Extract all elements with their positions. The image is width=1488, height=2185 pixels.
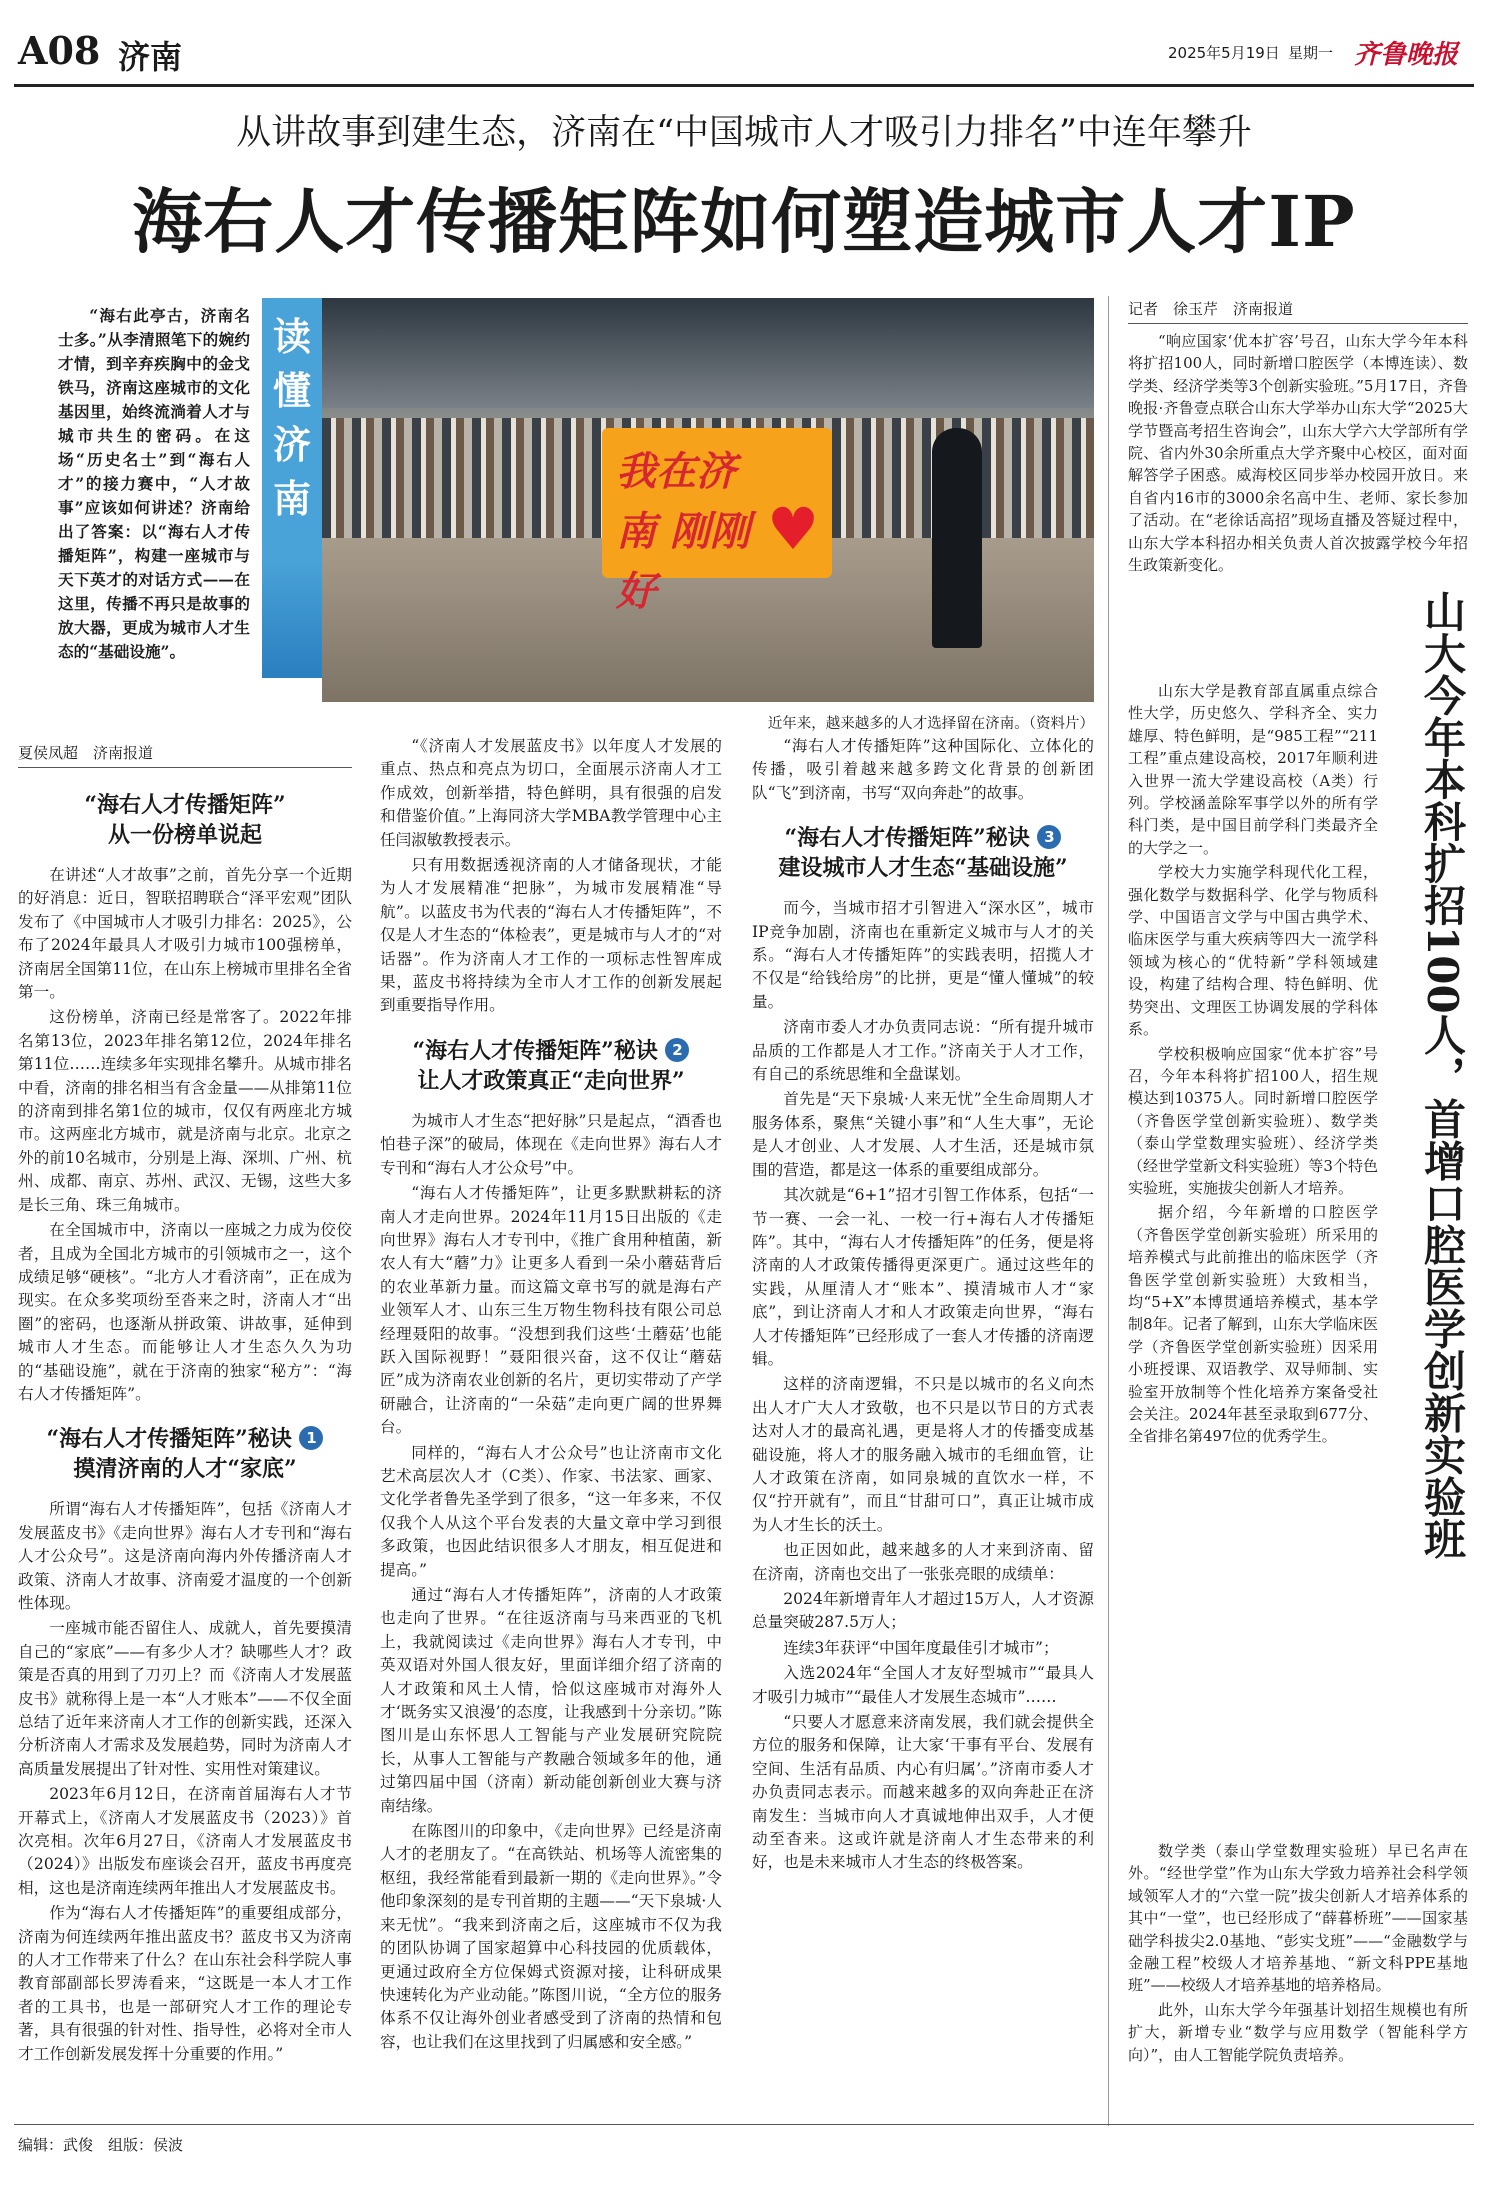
paragraph: 济南市委人才办负责同志说：“所有提升城市品质的工作都是人才工作。”济南关于人才工作，有自己的系统思维和全盘谋划。	[752, 1018, 1094, 1084]
paragraph: “响应国家‘优本扩容’号召，山东大学今年本科将扩招100人，同时新增口腔医学（本博连读）、数学类、经济学类等3个创新实验班。”5月17日，齐鲁晚报·齐鲁壹点联合山东大学举办山东大学“2025大学节暨高考招生咨询会”，山东大学六大学部所有学院、省内外30余所重点大学齐聚中心校区，面对面解答学子困惑。威海校区同步举办校园开放日。来自省内16市的3000余名高中生、老师、家长参加了活动。在“老徐话高招”现场直播及答疑过程中，山东大学本科招办相关负责人首次披露学校今年招生政策新变化。	[1128, 332, 1468, 575]
article-column-2	[380, 735, 722, 2115]
paragraph: 据介绍，今年新增的口腔医学（齐鲁医学堂创新实验班）所采用的培养模式与此前推出的临床医学（齐鲁医学堂创新实验班）大致相当，均“5+X”本博贯通培养模式，基本学制8年。记者了解到，山东大学临床医学（齐鲁医学堂创新实验班）因采用小班授课、双语教学、双导师制、实验室开放制等个性化培养方案备受社会关注。2024年甚至录取到677分、全省排名第497位的优秀学生。	[1128, 1203, 1378, 1446]
paragraph: 这样的济南逻辑，不只是以城市的名义向杰出人才广大人才致敬，也不只是以节日的方式表达对人才的最高礼遇，更是将人才的传播变成基础设施，将人才的服务融入城市的毛细血管，让人才政策在济南，如同泉城的直饮水一样，不仅“拧开就有”，而且“甘甜可口”，真正让城市成为人才生长的沃土。	[752, 1375, 1094, 1534]
intro-tag-text: 读懂济南	[272, 314, 311, 521]
paragraph: 山东大学是教育部直属重点综合性大学，历史悠久、学科齐全、实力雄厚、特色鲜明，是“985工程”“211工程”重点建设高校，2017年顺利进入世界一流大学建设高校（A类）行列。学校涵盖除军事学以外的所有学科门类，是中国目前学科门类最齐全的大学之一。	[1128, 682, 1378, 857]
paragraph: 这份榜单，济南已经是常客了。2022年排名第13位，2023年排名第12位，2024年排名第11位……连续多年实现排名攀升。从城市排名中看，济南的排名相当有含金量——从排第11位的济南到排名第1位的城市，仅仅有两座北方城市。这两座北方城市，就是济南与北京。北京之外的前10名城市，分别是上海、深圳、广州、杭州、成都、南京、苏州、武汉、无锡，这些大多是长三角、珠三角城市。	[18, 1008, 352, 1214]
paragraph: 而今，当城市招才引智进入“深水区”，城市IP竞争加剧，济南也在重新定义城市与人才的关系。“海右人才传播矩阵”的实践表明，招揽人才不仅是“给钱给房”的比拼，更是“懂人懂城”的较量。	[752, 899, 1094, 1011]
footer-rule	[14, 2124, 1474, 2125]
article-column-1	[18, 780, 352, 2115]
paragraph: 在讲述“人才故事”之前，首先分享一个近期的好消息：近日，智联招聘联合“泽平宏观”团队发布了《中国城市人才吸引力排名：2025》，公布了2024年最具人才吸引力城市100强榜单，济南居全国第11位，在山东上榜城市里排名全省第一。	[18, 866, 352, 1002]
paragraph: “海右人才传播矩阵”这种国际化、立体化的传播，吸引着越来越多跨文化背景的创新团队“飞”到济南，书写“双向奔赴”的故事。	[752, 737, 1094, 802]
section-1-title	[18, 1424, 352, 1484]
photo-sign-text: 我在济南 刚刚好	[616, 448, 750, 615]
section-3-title	[752, 823, 1094, 883]
side-column-narrow	[1128, 680, 1378, 1840]
intro-tag-skyline	[262, 558, 322, 678]
paragraph: 通过“海右人才传播矩阵”，济南的人才政策也走向了世界。“在往返济南与马来西亚的飞机上，我就阅读过《走向世界》海右人才专刊，中英双语对外国人很友好，里面详细介绍了济南的人才政策和风土人情，恰似这座城市对海外人才‘既务实又浪漫’的态度，让我感到十分亲切。”陈图川是山东怀思人工智能与产业发展研究院院长，从事人工智能与产教融合领域多年的他，通过第四届中国（济南）新动能创新创业大赛与济南结缘。	[380, 1586, 722, 1815]
paragraph: 入选2024年“全国人才友好型城市”“最具人才吸引力城市”“最佳人才发展生态城市”……	[752, 1664, 1094, 1706]
intro-text: “海右此亭古，济南名士多。”从李清照笔下的婉约才情，到辛弃疾胸中的金戈铁马，济南这座城市的文化基因里，始终流淌着人才与城市共生的密码。在这场“历史名士”到“海右人才”的接力赛中，“人才故事”应该如何讲述？济南给出了答案：以“海右人才传播矩阵”，构建一座城市与天下英才的对话方式——在这里，传播不再只是故事的放大器，更成为城市人才生态的“基础设施”。	[58, 306, 250, 661]
paragraph: “只要人才愿意来济南发展，我们就会提供全方位的服务和保障，让大家‘干事有平台、发展有空间、生活有品质、内心有归属’。”济南市委人才办负责同志表示。而越来越多的双向奔赴正在济南发生：当城市向人才真诚地伸出双手，人才便动至杳来。这或许就是济南人才生态带来的利好，也是未来城市人才生态的终极答案。	[752, 1713, 1094, 1872]
header-rule	[14, 84, 1474, 87]
section-2-number: 2	[665, 1038, 689, 1062]
paragraph: 在陈图川的印象中，《走向世界》已经是济南人才的老朋友了。“在高铁站、机场等人流密集的枢纽，我经常能看到最新一期的《走向世界》。”令他印象深刻的是专刊首期的主题——“天下泉城·人来无忧”。“我来到济南之后，这座城市不仅为我的团队协调了国家超算中心科技园的优质载体，更通过政府全方位保姆式资源对接，让科研成果快速转化为产业动能。”陈图川说，“全方位的服务体系不仅让海外创业者感受到了济南的热情和包容，也让我们在这里找到了归属感和安全感。”	[380, 1822, 722, 2051]
issue-weekday: 星期一	[1288, 44, 1334, 62]
paragraph: “海右人才传播矩阵”，让更多默默耕耘的济南人才走向世界。2024年11月15日出版的《走向世界》海右人才专刊中，《推广食用种植菌，新农人有大“蘑”力》让更多人看到一朵小蘑菇背后的农业革新力量。而这篇文章书写的就是海右产业领军人才、山东三生万物生物科技有限公司总经理聂阳的故事。“没想到我们这些‘土蘑菇’也能跃入国际视野！”聂阳很兴奋，这不仅让“蘑菇匠”成为济南农业创新的名片，更切实带动了产学研融合，让济南的“一朵菇”走向更广阔的世界舞台。	[380, 1184, 722, 1437]
section-1-title-line2: 摸清济南的人才“家底”	[73, 1456, 297, 1483]
paragraph: 只有用数据透视济南的人才储备现状，才能为人才发展精准“把脉”，为城市发展精准“导航”。以蓝皮书为代表的“海右人才传播矩阵”，不仅是人才生态的“体检表”，更是城市与人才的“对话器”。作为济南人才工作的一项标志性智库成果，蓝皮书将持续为全市人才工作的创新发展起到重要指导作用。	[380, 856, 722, 1015]
heart-icon: ♥	[767, 495, 819, 563]
paragraph: 其次就是“6+1”招才引智工作体系，包括“一节一赛、一会一礼、一校一行+海右人才传播矩阵”。其中，“海右人才传播矩阵”的任务，便是将济南的人才政策传播得更深更广。通过这些年的实践，从厘清人才“账本”、摸清城市人才“家底”，到让济南人才和人才政策走向世界，“海右人才传播矩阵”已经形成了一套人才传播的济南逻辑。	[752, 1186, 1094, 1368]
section-3-title-line1: “海右人才传播矩阵”秘诀	[784, 825, 1030, 852]
side-column-bottom	[1128, 1840, 1468, 2118]
paragraph: 此外，山东大学今年强基计划招生规模也有所扩大，新增专业“数学与应用数学（智能科学方向）”，由人工智能学院负责培养。	[1128, 2000, 1468, 2064]
brand-logo: 齐鲁晚报	[1354, 40, 1459, 70]
paragraph: 在全国城市中，济南以一座城之力成为佼佼者，且成为全国北方城市的引领城市之一，这个成绩足够“硬核”。“北方人才看济南”，正在成为现实。在众多奖项纷至沓来之时，济南人才“出圈”的密码，也逐渐从拼政策、讲故事，延伸到城市人才生态。而能够让人才生态久久为功的“基础设施”，就在于济南的独家“秘方”：“海右人才传播矩阵”。	[18, 1221, 352, 1403]
section-2-title	[380, 1036, 722, 1096]
paragraph: 连续3年获评“中国年度最佳引才城市”；	[783, 1638, 1059, 1657]
paragraph: 学校积极响应国家“优本扩容”号召，今年本科将扩招100人，招生规模达到10375人。同时新增口腔医学（齐鲁医学堂创新实验班）、数学类（泰山学堂数理实验班）、经济学类（经世学堂新文科实验班）等3个特色实验班，实施拔尖创新人才培养。	[1128, 1044, 1378, 1197]
paragraph: 也正因如此，越来越多的人才来到济南、留在济南，济南也交出了一张张亮眼的成绩单：	[752, 1541, 1094, 1583]
paragraph: “《济南人才发展蓝皮书》以年度人才发展的重点、热点和亮点为切口，全面展示济南人才工作成效，创新举措，特色鲜明，具有很强的启发和借鉴价值。”上海同济大学MBA教学管理中心主任闫淑敏教授表示。	[380, 737, 722, 849]
page-code: A08	[18, 28, 101, 73]
section-1-title-line1: “海右人才传播矩阵”秘诀	[46, 1426, 292, 1453]
section-name: 济南	[118, 38, 183, 76]
section-2-title-line1: “海右人才传播矩阵”秘诀	[412, 1037, 658, 1064]
section-0-title: “海右人才传播矩阵” 从一份榜单说起	[84, 792, 286, 848]
intro-tag	[262, 298, 322, 678]
side-vertical-title: 山大今年本科扩招100人，首增口腔医学创新实验班	[1418, 590, 1467, 1560]
section-1-number: 1	[299, 1426, 323, 1450]
article-subtitle: 从讲故事到建生态，济南在“中国城市人才吸引力排名”中连年攀升	[236, 113, 1252, 153]
photo-ceiling	[322, 298, 1094, 408]
section-3-number: 3	[1037, 825, 1061, 849]
paragraph: 2024年新增青年人才超过15万人，人才资源总量突破287.5万人；	[752, 1590, 1094, 1632]
photo-person	[932, 428, 982, 648]
footer-credits: 编辑：武俊 组版：侯波	[18, 2136, 184, 2154]
paragraph: 数学类（泰山学堂数理实验班）早已名声在外。“经世学堂”作为山东大学致力培养社会科学领域领军人才的“六堂一院”拔尖创新人才培养体系的其中“一堂”，也已经形成了“薛暮桥班”——国家基础学科拔尖2.0基地、“彭实戈班”——“金融数学与金融工程”校级人才培养基地、“新文科PPE基地班”——校级人才培养基地的培养格局。	[1128, 1842, 1468, 1995]
side-divider	[1108, 296, 1109, 2126]
issue-date: 2025年5月19日	[1168, 44, 1280, 62]
side-byline: 记者 徐玉芹 济南报道	[1128, 298, 1468, 324]
paragraph: 为城市人才生态“把好脉”只是起点，“酒香也怕巷子深”的破局，体现在《走向世界》海右人才专刊和“海右人才公众号”中。	[380, 1111, 722, 1177]
photo-sign	[602, 428, 832, 615]
page-header	[18, 28, 1470, 88]
paragraph: 2023年6月12日，在济南首届海右人才节开幕式上，《济南人才发展蓝皮书（2023）》首次亮相。次年6月27日，《济南人才发展蓝皮书（2024）》出版发布座谈会召开，蓝皮书再度亮相，这也是济南连续两年推出人才发展蓝皮书。	[18, 1785, 352, 1897]
paragraph: 所谓“海右人才传播矩阵”，包括《济南人才发展蓝皮书》《走向世界》海右人才专刊和“海右人才公众号”。这是济南向海内外传播济南人才政策、济南人才故事、济南爱才温度的一个创新性体现。	[18, 1500, 352, 1612]
paragraph: 同样的，“海右人才公众号”也让济南市文化艺术高层次人才（C类）、作家、书法家、画家、文化学者鲁先圣学到了很多，“这一年多来，不仅仅我个人从这个平台发表的大量文章中学习到很多政策，也因此结识很多人才朋友，相互促进和提高。”	[380, 1443, 722, 1579]
paragraph: 作为“海右人才传播矩阵”的重要组成部分，济南为何连续两年推出蓝皮书？蓝皮书又为济南的人才工作带来了什么？在山东社会科学院人事教育部副部长罗涛看来，“这既是一本人才工作者的工具书，也是一部研究人才工作的理论专著，具有很强的针对性、指导性，必将对全市人才工作创新发展发挥十分重要的作用。”	[18, 1904, 352, 2063]
news-photo	[322, 298, 1094, 702]
paragraph: 首先是“天下泉城·人来无忧”全生命周期人才服务体系，聚焦“关键小事”和“人生大事”，无论是人才创业、人才发展、人才生活，还是城市氛围的营造，都是这一体系的重要组成部分。	[752, 1090, 1094, 1179]
article-column-3	[752, 735, 1094, 2115]
paragraph: 学校大力实施学科现代化工程，强化数学与数据科学、化学与物质科学、中国语言文学与中国古典学术、临床医学与重大疾病等四大一流学科领域为核心的“优特新”学科领域建设，构建了结构合理、特色鲜明、优势突出、文理医工协调发展的学科体系。	[1128, 863, 1378, 1039]
photo-caption: 近年来，越来越多的人才选择留在济南。（资料片）	[767, 716, 1094, 732]
paragraph: 一座城市能否留住人、成就人，首先要摸清自己的“家底”——有多少人才？缺哪些人才？政策是否真的用到了刀刃上？而《济南人才发展蓝皮书》就称得上是一本“人才账本”——不仅全面总结了近年来济南人才工作的创新实践，还深入分析济南人才需求及发展趋势，同时为济南人才高质量发展提出了针对性、实用性对策建议。	[18, 1619, 352, 1778]
section-3-title-line2: 建设城市人才生态“基础设施”	[778, 855, 1068, 882]
article-title: 海右人才传播矩阵如何塑造城市人才IP	[132, 180, 1356, 263]
article-byline: 夏侯凤超 济南报道	[18, 742, 352, 768]
section-2-title-line2: 让人才政策真正“走向世界”	[417, 1067, 685, 1094]
